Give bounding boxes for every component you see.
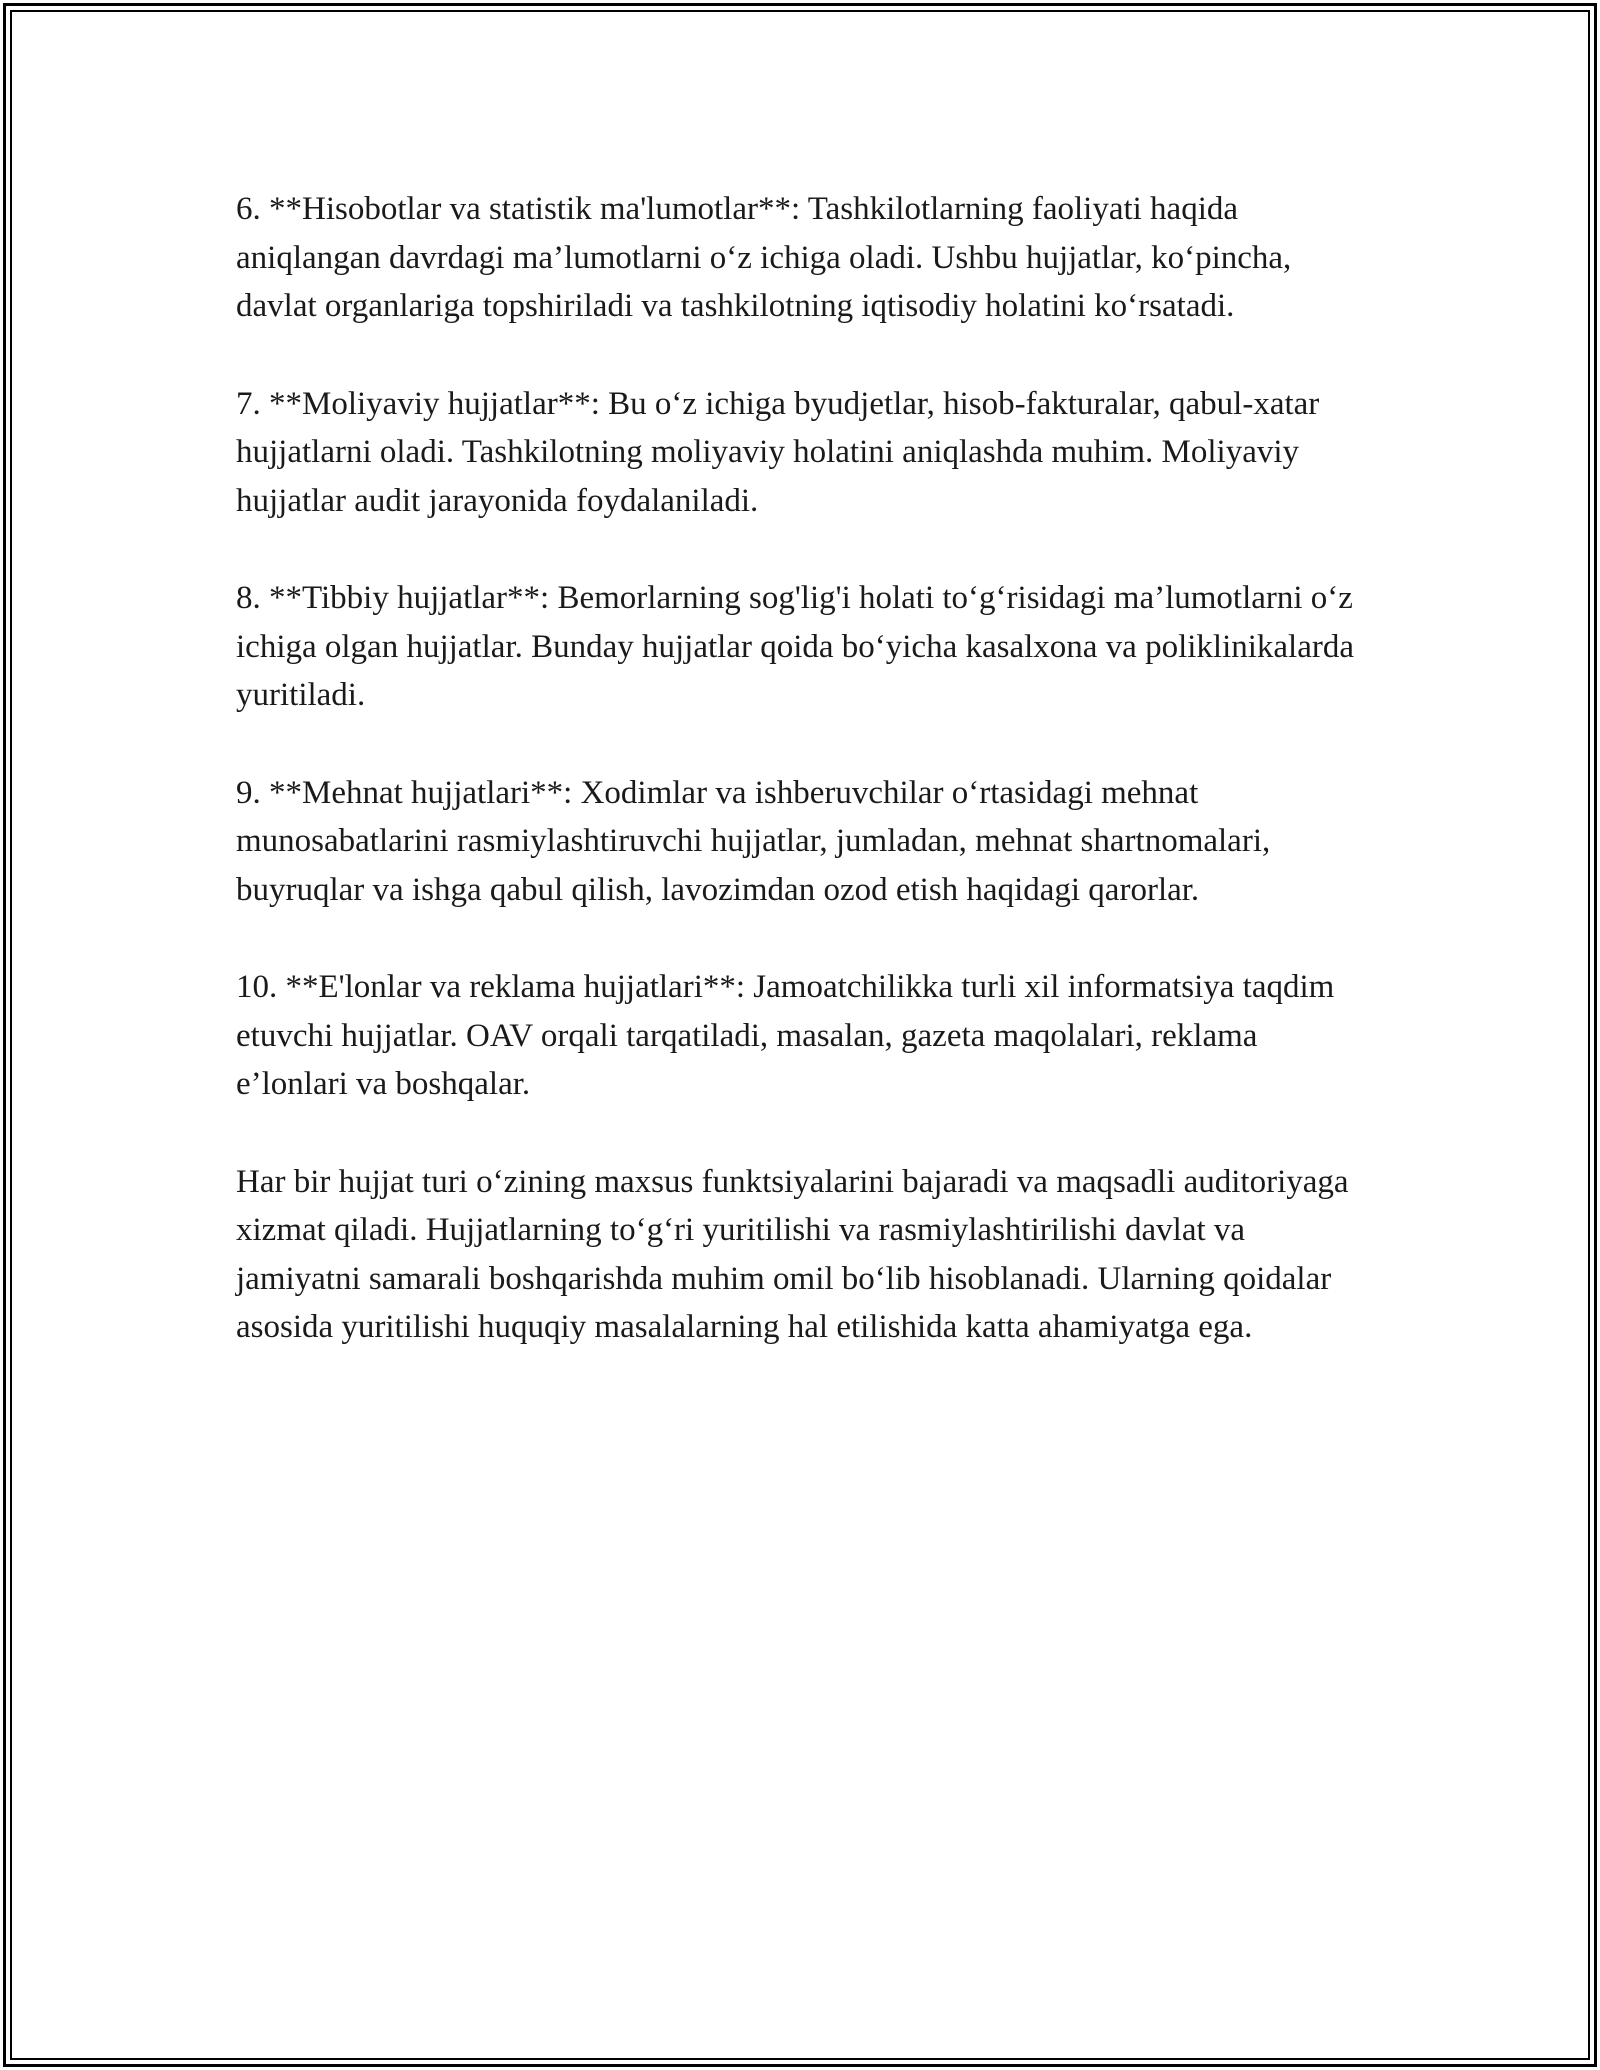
paragraph-labor-documents: 9. **Mehnat hujjatlari**: Xodimlar va ishberuvchilar o‘rtasidagi mehnat munosabatlarini rasmiylashtiruvchi hujjatlar, jumladan, mehnat shartnomalari, buyruqlar va ishga qabul qilish, lavozimdan ozod etish haqidagi qarorlar. xyxy=(236,774,1271,908)
paragraph-reports: 6. **Hisobotlar va statistik ma'lumotlar**: Tashkilotlarning faoliyati haqida aniqlangan davrdagi ma’lumotlarni o‘z ichiga oladi. Ushbu hujjatlar, ko‘pincha, davlat organlariga topshiriladi va tashkilotning iqtisodiy holatini ko‘rsatadi. xyxy=(236,191,1292,324)
paragraph-financial-documents: 7. **Moliyaviy hujjatlar**: Bu o‘z ichiga byudjetlar, hisob-fakturalar, qabul-xatar hujjatlarni oladi. Tashkilotning moliyaviy holatini aniqlashda muhim. Moliyaviy hujjatlar audit jarayonida foydalaniladi. xyxy=(236,385,1320,519)
document-body xyxy=(236,185,1376,1352)
paragraph-medical-documents: 8. **Tibbiy hujjatlar**: Bemorlarning sog'lig'i holati to‘g‘risidagi ma’lumotlarni o‘z ichiga olgan hujjatlar. Bunday hujjatlar qoida bo‘yicha kasalxona va poliklinikalarda yuritiladi. xyxy=(236,580,1355,713)
paragraph-conclusion: Har bir hujjat turi o‘zining maxsus funktsiyalarini bajaradi va maqsadli auditoriyaga xizmat qiladi. Hujjatlarning to‘g‘ri yuritilishi va rasmiylashtirilishi davlat va jamiyatni samarali boshqarishda muhim omil bo‘lib hisoblanadi. Ularning qoidalar asosida yuritilishi huquqiy masalalarning hal etilishida katta ahamiyatga ega. xyxy=(236,1163,1349,1345)
paragraph-advertising-documents: 10. **E'lonlar va reklama hujjatlari**: Jamoatchilikka turli xil informatsiya taqdim etuvchi hujjatlar. OAV orqali tarqatiladi, masalan, gazeta maqolalari, reklama e’lonlari va boshqalar. xyxy=(236,969,1335,1102)
